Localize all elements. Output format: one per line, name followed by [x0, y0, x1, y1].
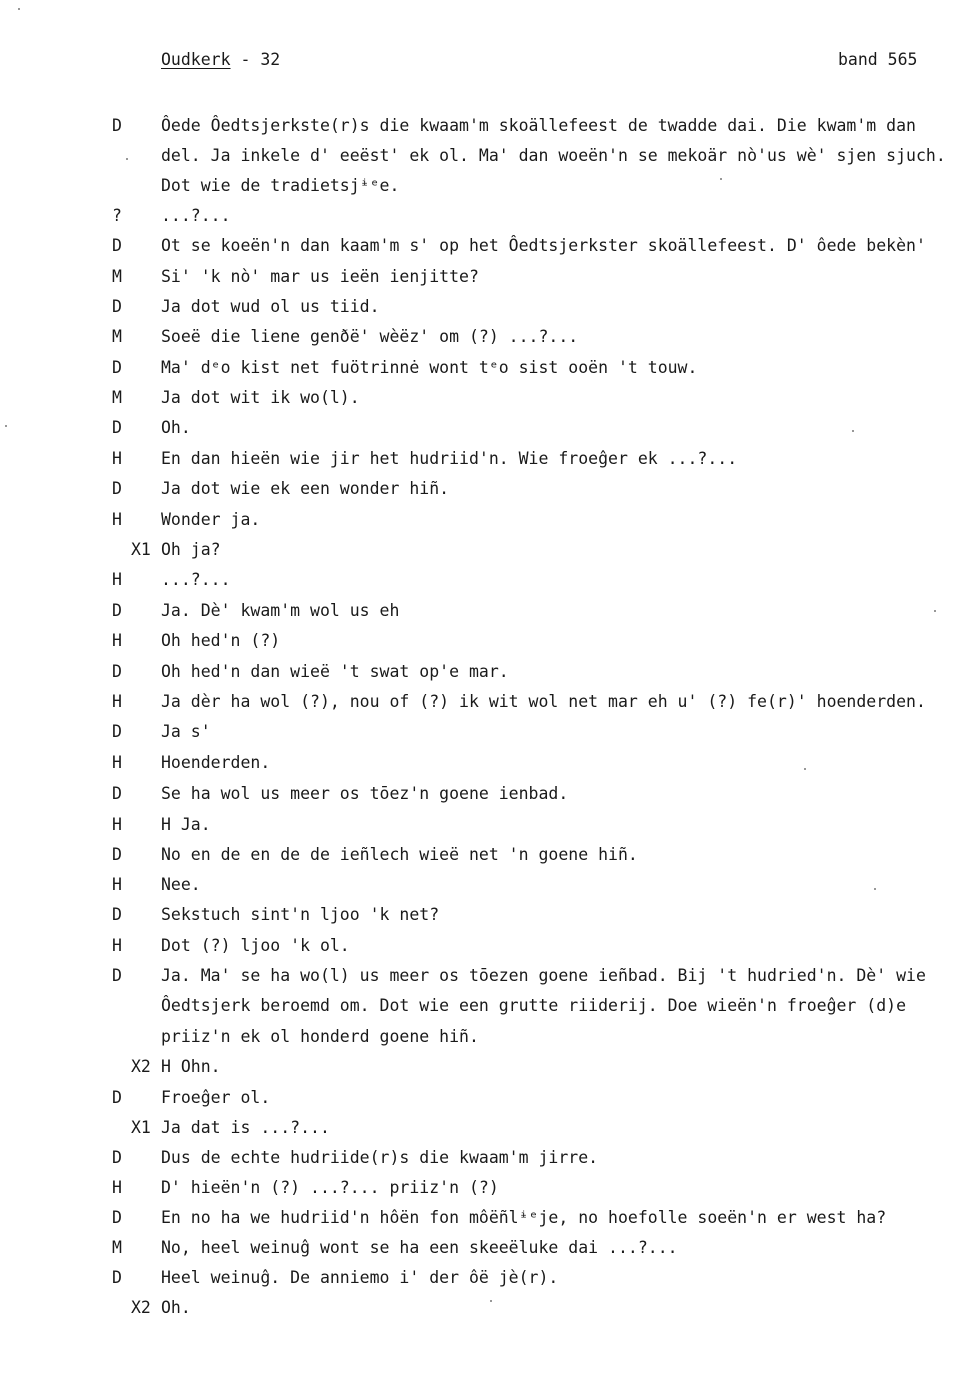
scan-speck — [126, 158, 128, 160]
speaker-label: X2 — [131, 1298, 151, 1317]
transcript-line — [0, 692, 979, 722]
line-text: Oh hed'n (?) — [161, 631, 281, 650]
transcript-line — [0, 176, 979, 206]
line-text: Ja. Dè' kwam'm wol us eh — [161, 601, 400, 620]
scan-speck — [720, 178, 722, 180]
speaker-label: M — [112, 327, 122, 346]
transcript-line — [0, 936, 979, 966]
line-text: En dan hieën wie jir het hudriid'n. Wie froeĝer ek ...?... — [161, 449, 738, 468]
line-text: Hoenderden. — [161, 753, 271, 772]
transcript-line — [0, 570, 979, 600]
transcript-line — [0, 297, 979, 327]
speaker-label: H — [112, 449, 122, 468]
line-text: No, heel weinuĝ wont se ha een skeeëluke dai ...?... — [161, 1238, 678, 1257]
transcript-line — [0, 1238, 979, 1268]
speaker-label: H — [112, 570, 122, 589]
line-text: Sekstuch sint'n ljoo 'k net? — [161, 905, 440, 924]
transcript-line — [0, 327, 979, 357]
transcript-line — [0, 358, 979, 388]
transcript-line — [0, 267, 979, 297]
line-text: ...?... — [161, 206, 231, 225]
line-text: Heel weinuĝ. De anniemo i' der ôë jè(r). — [161, 1268, 559, 1287]
line-text: Oh. — [161, 1298, 191, 1317]
speaker-label: D — [112, 1268, 122, 1287]
speaker-label: X1 — [131, 1118, 151, 1137]
speaker-label: H — [112, 753, 122, 772]
line-text: Ja. Ma' se ha wo(l) us meer os tōezen goene ieñbad. Bij 't hudried'n. Dè' wie — [161, 966, 926, 985]
speaker-label: D — [112, 784, 122, 803]
speaker-label: X1 — [131, 540, 151, 559]
transcript-line — [0, 662, 979, 692]
line-text: Ja dot wie ek een wonder hiñ. — [161, 479, 450, 498]
line-text: Nee. — [161, 875, 201, 894]
line-text: Ja dot wit ik wo(l). — [161, 388, 360, 407]
transcript-line — [0, 146, 979, 176]
line-text: Ja dat is ...?... — [161, 1118, 330, 1137]
line-text: Oh. — [161, 418, 191, 437]
line-text: No en de en de de ieñlech wieë net 'n goene hiñ. — [161, 845, 638, 864]
scan-speck — [5, 425, 7, 427]
speaker-label: M — [112, 388, 122, 407]
line-text: Oh hed'n dan wieë 't swat op'e mar. — [161, 662, 509, 681]
line-text: Ja dèr ha wol (?), nou of (?) ik wit wol net mar eh u' (?) fe(r)' hoenderden. — [161, 692, 926, 711]
speaker-label: H — [112, 1178, 122, 1197]
speaker-label: D — [112, 966, 122, 985]
line-text: Ja s' — [161, 722, 211, 741]
transcript-line — [0, 479, 979, 509]
transcript-line — [0, 722, 979, 752]
transcript-line — [0, 1268, 979, 1298]
speaker-label: H — [112, 936, 122, 955]
speaker-label: D — [112, 479, 122, 498]
line-text: H Ohn. — [161, 1057, 221, 1076]
speaker-label: D — [112, 116, 122, 135]
scan-speck — [874, 888, 876, 890]
scan-speck — [934, 610, 936, 612]
speaker-label: H — [112, 631, 122, 650]
line-text: Ma' dᵉo kist net fuötrinnė wont tᵉo sist ooën 't touw. — [161, 358, 698, 377]
transcript-line — [0, 449, 979, 479]
transcript-line — [0, 1118, 979, 1148]
transcript-line — [0, 1057, 979, 1087]
speaker-label: H — [112, 875, 122, 894]
header-separator: - — [230, 50, 261, 69]
transcript-line — [0, 236, 979, 266]
transcript-line — [0, 510, 979, 540]
transcript-line — [0, 1298, 979, 1328]
speaker-label: D — [112, 845, 122, 864]
line-text: D' hieën'n (?) ...?... priiz'n (?) — [161, 1178, 499, 1197]
transcript-line — [0, 784, 979, 814]
line-text: Ôede Ôedtsjerkste(r)s die kwaam'm skoällefeest de twadde dai. Die kwam'm dan — [161, 116, 916, 135]
line-text: H Ja. — [161, 815, 211, 834]
transcript-line — [0, 815, 979, 845]
transcript-line — [0, 996, 979, 1026]
transcript-line — [0, 966, 979, 996]
line-text: Ot se koeën'n dan kaam'm s' op het Ôedtsjerkster skoällefeest. D' ôede bekèn' — [161, 236, 926, 255]
line-text: Dot wie de tradietsjᶤᵉe. — [161, 176, 400, 195]
transcript-line — [0, 601, 979, 631]
speaker-label: D — [112, 905, 122, 924]
line-text: En no ha we hudriid'n hôën fon môëñlᶤᵉje, no hoefolle soeën'n er west ha? — [161, 1208, 887, 1227]
transcript-line — [0, 116, 979, 146]
transcript-line — [0, 1148, 979, 1178]
line-text: Wonder ja. — [161, 510, 261, 529]
transcript-line — [0, 418, 979, 448]
speaker-label: X2 — [131, 1057, 151, 1076]
scan-speck — [18, 8, 20, 10]
line-text: del. Ja inkele d' eeëst' ek ol. Ma' dan woeën'n se mekoär nò'us wè' sjen sjuch. — [161, 146, 946, 165]
header-band: band 565 — [838, 50, 918, 69]
header-place: Oudkerk — [161, 50, 231, 69]
speaker-label: H — [112, 692, 122, 711]
speaker-label: D — [112, 1148, 122, 1167]
line-text: Si' 'k nò' mar us ieën ienjitte? — [161, 267, 479, 286]
transcript-line — [0, 206, 979, 236]
speaker-label: D — [112, 601, 122, 620]
scan-speck — [490, 1300, 492, 1302]
speaker-label: D — [112, 358, 122, 377]
scan-speck — [852, 430, 854, 432]
transcript-line — [0, 1027, 979, 1057]
line-text: Oh ja? — [161, 540, 221, 559]
line-text: Ja dot wud ol us tiid. — [161, 297, 380, 316]
transcript-line — [0, 1178, 979, 1208]
speaker-label: H — [112, 510, 122, 529]
transcript-line — [0, 875, 979, 905]
speaker-label: D — [112, 236, 122, 255]
speaker-label: H — [112, 815, 122, 834]
line-text: Froeĝer ol. — [161, 1088, 271, 1107]
speaker-label: ? — [112, 206, 122, 225]
transcript-line — [0, 1208, 979, 1238]
line-text: Se ha wol us meer os tōez'n goene ienbad. — [161, 784, 569, 803]
transcript-line — [0, 540, 979, 570]
header-title — [161, 50, 280, 69]
line-text: ...?... — [161, 570, 231, 589]
speaker-label: D — [112, 418, 122, 437]
line-text: Ôedtsjerk beroemd om. Dot wie een grutte riiderij. Doe wieën'n froeĝer (d)e — [161, 996, 907, 1015]
speaker-label: D — [112, 297, 122, 316]
transcript-line — [0, 905, 979, 935]
line-text: Dot (?) ljoo 'k ol. — [161, 936, 350, 955]
line-text: Soeë die liene genðë' wèëz' om (?) ...?... — [161, 327, 579, 346]
transcript-line — [0, 388, 979, 418]
transcript-line — [0, 845, 979, 875]
header-page-number: 32 — [260, 50, 281, 69]
transcript-line — [0, 1088, 979, 1118]
speaker-label: D — [112, 1088, 122, 1107]
transcript-line — [0, 753, 979, 783]
speaker-label: D — [112, 662, 122, 681]
scan-speck — [804, 768, 806, 770]
line-text: priiz'n ek ol honderd goene hiñ. — [161, 1027, 479, 1046]
speaker-label: D — [112, 722, 122, 741]
speaker-label: M — [112, 1238, 122, 1257]
speaker-label: D — [112, 1208, 122, 1227]
transcript-line — [0, 631, 979, 661]
speaker-label: M — [112, 267, 122, 286]
line-text: Dus de echte hudriide(r)s die kwaam'm jirre. — [161, 1148, 599, 1167]
